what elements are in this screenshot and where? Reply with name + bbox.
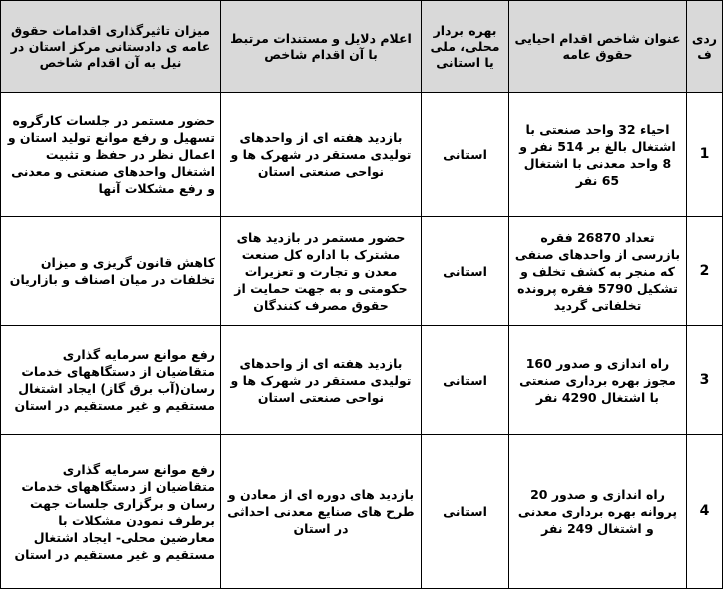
table-row <box>1 435 723 589</box>
indicator-title-cell: احیاء 32 واحد صنعتی با اشتغال بالغ بر 514 نفر و 8 واحد معدنی با اشتغال 65 نفر <box>509 93 687 217</box>
header-row <box>1 1 723 93</box>
row-number: 3 <box>687 326 723 435</box>
impact-cell: کاهش قانون گریزی و میزان تخلفات در میان اصناف و بازاریان <box>1 217 221 326</box>
beneficiary-cell: استانی <box>422 93 509 217</box>
impact-cell: رفع موانع سرمایه گذاری متقاضیان از دستگاههای خدمات رسان و برگزاری جلسات جهت برطرف نمودن مشکلات با معارضین محلی- ایجاد اشتغال مستقیم و غیر مستقیم در استان <box>1 435 221 589</box>
impact-cell: رفع موانع سرمایه گذاری متقاضیان از دستگاههای خدمات رسان(آب برق گاز) ایجاد اشتغال مستقیم و غیر مستقیم در استان <box>1 326 221 435</box>
beneficiary-cell: استانی <box>422 326 509 435</box>
row-number: 2 <box>687 217 723 326</box>
row-number: 4 <box>687 435 723 589</box>
impact-cell: حضور مستمر در جلسات کارگروه تسهیل و رفع موانع تولید استان و اعمال نظر در حفظ و تثبیت اشتغال واحدهای صنعتی و معدنی و رفع مشکلات آنها <box>1 93 221 217</box>
row-number: 1 <box>687 93 723 217</box>
reasons-cell: بازدید هفته ای از واحدهای تولیدی مستقر در شهرک ها و نواحی صنعتی استان <box>221 326 422 435</box>
beneficiary-cell: استانی <box>422 217 509 326</box>
reasons-cell: حضور مستمر در بازدید های مشترک با اداره کل صنعت معدن و تجارت و تعزیرات حکومتی و به جهت حمایت از حقوق مصرف کنندگان <box>221 217 422 326</box>
header-row-number: ردی ف <box>687 1 723 93</box>
table-row <box>1 93 723 217</box>
table-row <box>1 326 723 435</box>
reasons-cell: بازدید هفته ای از واحدهای تولیدی مستقر در شهرک ها و نواحی صنعتی استان <box>221 93 422 217</box>
table-row <box>1 217 723 326</box>
header-beneficiary: بهره بردار محلی، ملی یا استانی <box>422 1 509 93</box>
reasons-cell: بازدید های دوره ای از معادن و طرح های صنایع معدنی احداثی در استان <box>221 435 422 589</box>
indicator-title-cell: تعداد 26870 فقره بازرسی از واحدهای صنفی که منجر به کشف تخلف و تشکیل 5790 فقره پرونده تخلفاتی گردید <box>509 217 687 326</box>
indicator-title-cell: راه اندازی و صدور 160 مجوز بهره برداری صنعتی با اشتغال 4290 نفر <box>509 326 687 435</box>
header-reasons: اعلام دلایل و مستندات مرتبط با آن اقدام شاخص <box>221 1 422 93</box>
header-indicator-title: عنوان شاخص اقدام احیایی حقوق عامه <box>509 1 687 93</box>
beneficiary-cell: استانی <box>422 435 509 589</box>
indicator-title-cell: راه اندازی و صدور 20 پروانه بهره برداری معدنی و اشتغال 249 نفر <box>509 435 687 589</box>
header-impact: میزان تاثیرگذاری اقدامات حقوق عامه ی دادستانی مرکز استان در نیل به آن اقدام شاخص <box>1 1 221 93</box>
